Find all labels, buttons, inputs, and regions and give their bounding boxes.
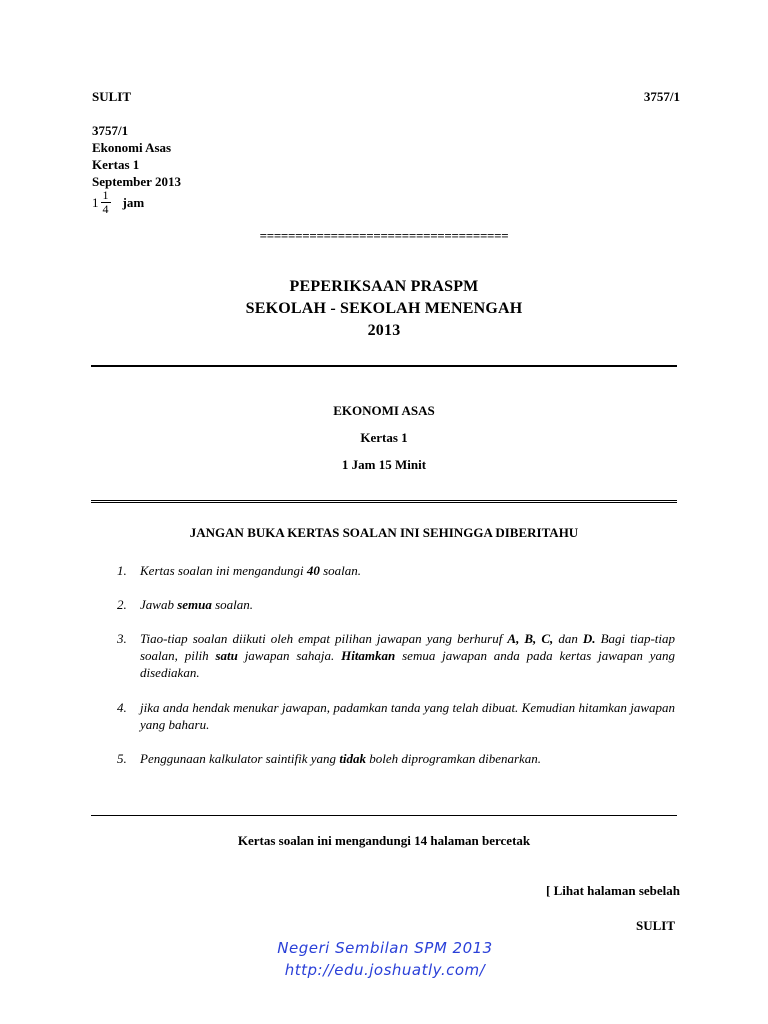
duration-numerator: 1 <box>102 188 109 202</box>
instruction-segment: soalan. <box>211 597 254 612</box>
cover-duration <box>92 189 144 216</box>
divider-double-rule <box>91 500 677 503</box>
instruction-segment: jawapan sahaja. <box>237 648 342 663</box>
instruction-item <box>117 630 675 681</box>
instruction-item <box>117 699 675 733</box>
subject-name: EKONOMI ASAS <box>333 403 435 418</box>
instruction-text <box>140 596 675 613</box>
instruction-emphasis: semua <box>177 597 212 612</box>
divider-rule <box>91 365 677 367</box>
instruction-text <box>140 750 675 767</box>
instruction-emphasis: Hitamkan <box>341 648 396 663</box>
watermark <box>230 937 540 981</box>
cover-date: September 2013 <box>92 174 181 189</box>
separator-line: =================================== <box>259 228 509 243</box>
instruction-item <box>117 562 675 579</box>
header-paper-code: 3757/1 <box>643 89 680 104</box>
instruction-emphasis: D. <box>582 631 596 646</box>
instruction-text <box>140 562 675 579</box>
instruction-number: 1. <box>117 563 127 578</box>
instruction-segment: dan <box>553 631 583 646</box>
cover-subject: Ekonomi Asas <box>92 140 172 155</box>
divider-rule-bottom <box>91 815 677 816</box>
exam-title-line2: SEKOLAH - SEKOLAH MENENGAH <box>245 300 523 317</box>
cover-code: 3757/1 <box>92 123 129 138</box>
exam-title-line1: PEPERIKSAAN PRASPM <box>289 278 479 295</box>
instruction-number: 5. <box>117 751 127 766</box>
instruction-text <box>140 630 675 681</box>
duration-denominator: 4 <box>102 202 109 216</box>
instruction-item <box>117 596 675 613</box>
instruction-segment: semua jawapan anda pada kertas jawapan yang disediakan. <box>140 648 675 680</box>
footer-classification: SULIT <box>635 918 675 933</box>
header-classification: SULIT <box>92 89 132 104</box>
watermark-line2: http://edu.joshuatly.com/ <box>284 961 486 979</box>
subject-block <box>0 403 768 484</box>
instruction-text <box>140 699 675 733</box>
instruction-segment: boleh diprogramkan dibenarkan. <box>366 751 542 766</box>
watermark-line1: Negeri Sembilan SPM 2013 <box>277 939 493 957</box>
instruction-number: 2. <box>117 597 127 612</box>
pages-note: Kertas soalan ini mengandungi 14 halaman bercetak <box>237 833 531 848</box>
subject-paper: Kertas 1 <box>360 430 408 445</box>
instruction-emphasis: satu <box>215 648 238 663</box>
warning-text: JANGAN BUKA KERTAS SOALAN INI SEHINGGA DIBERITAHU <box>189 525 579 540</box>
duration-fraction <box>101 189 111 216</box>
instruction-item <box>117 750 675 767</box>
exam-title <box>0 276 768 342</box>
instruction-segment: Jawab <box>140 597 178 612</box>
instruction-segment: Tiao-tiap soalan diikuti oleh empat pilihan jawapan yang berhuruf <box>140 631 508 646</box>
next-page-note: [ Lihat halaman sebelah <box>546 883 680 898</box>
cover-info <box>92 122 181 190</box>
instructions-list <box>117 562 675 767</box>
subject-duration: 1 Jam 15 Minit <box>341 457 427 472</box>
exam-title-line3: 2013 <box>367 322 401 339</box>
instruction-segment: Penggunaan kalkulator saintifik yang <box>140 751 340 766</box>
instruction-segment: jika anda hendak menukar jawapan, padamkan tanda yang telah dibuat. Kemudian hitamkan jawapan yang baharu. <box>140 700 675 732</box>
instruction-segment: soalan. <box>319 563 362 578</box>
duration-unit: jam <box>122 194 145 210</box>
instruction-segment: Kertas soalan ini mengandungi <box>140 563 307 578</box>
cover-paper: Kertas 1 <box>92 157 140 172</box>
duration-whole: 1 <box>92 195 99 210</box>
instruction-emphasis: A, B, C, <box>507 631 554 646</box>
instruction-emphasis: 40 <box>306 563 320 578</box>
instruction-number: 4. <box>117 700 127 715</box>
instruction-emphasis: tidak <box>339 751 367 766</box>
instruction-number: 3. <box>117 631 127 646</box>
instruction-segment: Bagi tiap-tiap soalan, pilih <box>140 631 676 663</box>
